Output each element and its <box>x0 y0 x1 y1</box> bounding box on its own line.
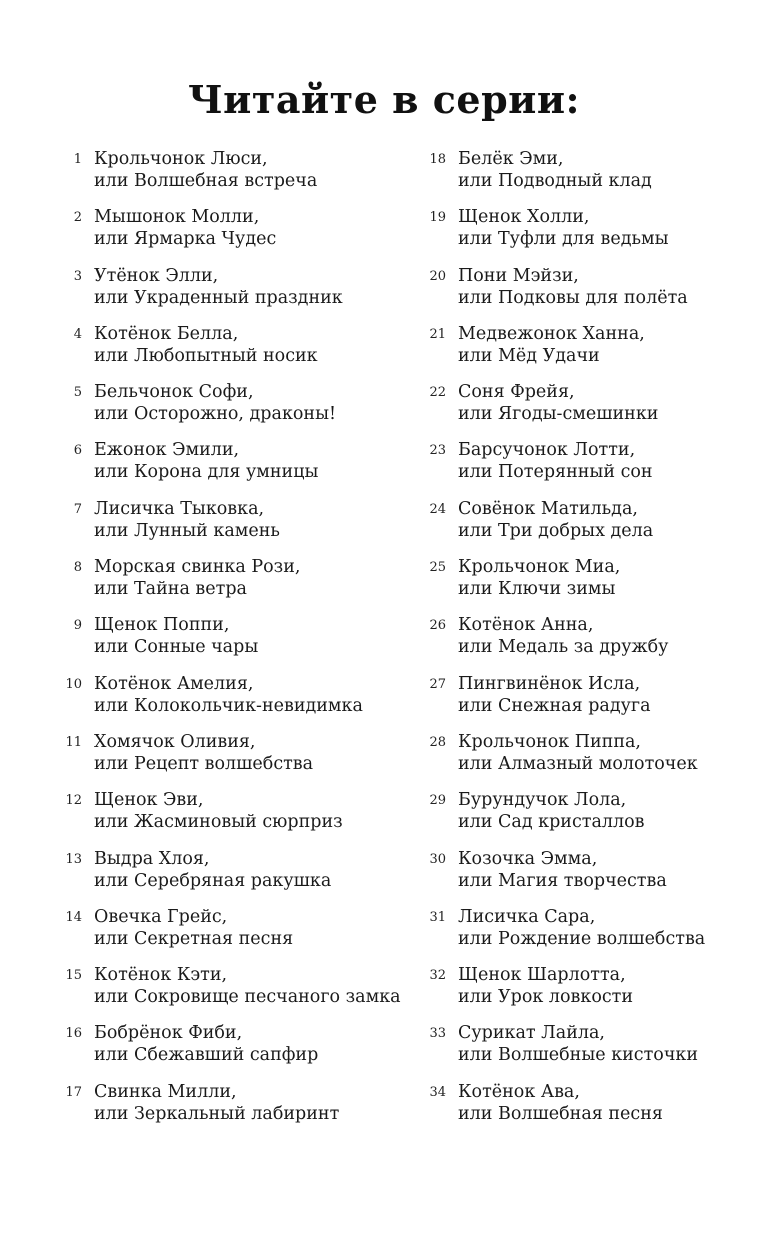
book-subtitle: или Сонные чары <box>94 637 259 658</box>
book-subtitle: или Сад кристаллов <box>458 812 645 833</box>
book-subtitle: или Жасминовый сюрприз <box>94 812 343 833</box>
book-entry <box>56 323 386 381</box>
book-subtitle: или Три добрых дела <box>458 520 654 541</box>
book-title <box>458 381 658 425</box>
book-title <box>94 556 300 600</box>
book-subtitle: или Сбежавший сапфир <box>94 1045 319 1066</box>
book-title <box>458 265 688 309</box>
book-subtitle: или Сокровище песчаного замка <box>94 987 401 1008</box>
book-entry <box>56 848 386 906</box>
book-number: 7 <box>73 501 82 517</box>
book-number: 20 <box>429 268 446 284</box>
book-name: Медвежонок Ханна, <box>458 323 645 344</box>
book-subtitle: или Лунный камень <box>94 520 280 541</box>
book-title <box>94 789 343 833</box>
book-subtitle: или Серебряная ракушка <box>94 870 332 891</box>
book-name: Крольчонок Миа, <box>458 557 621 578</box>
book-subtitle: или Магия творчества <box>458 870 667 891</box>
book-subtitle: или Осторожно, драконы! <box>94 404 337 425</box>
book-number: 25 <box>429 560 446 576</box>
book-entry <box>56 906 386 964</box>
book-entry <box>56 1022 386 1080</box>
book-list-left-column <box>56 148 401 1139</box>
book-title <box>94 148 317 192</box>
book-number: 30 <box>429 851 446 867</box>
book-subtitle: или Зеркальный лабиринт <box>94 1103 340 1124</box>
book-name: Свинка Милли, <box>94 1081 237 1102</box>
book-subtitle: или Любопытный носик <box>94 345 318 366</box>
book-name: Крольчонок Пиппа, <box>458 731 641 752</box>
book-title <box>94 1081 339 1125</box>
book-subtitle: или Алмазный молоточек <box>458 753 698 774</box>
book-number: 8 <box>73 560 82 576</box>
book-title <box>94 439 318 483</box>
book-name: Котёнок Кэти, <box>94 965 228 986</box>
book-subtitle: или Снежная радуга <box>458 695 651 716</box>
book-number: 2 <box>73 210 82 226</box>
book-number: 27 <box>429 676 446 692</box>
book-subtitle: или Волшебные кисточки <box>458 1045 698 1066</box>
book-entry <box>56 1081 386 1139</box>
book-number: 23 <box>429 443 446 459</box>
book-name: Котёнок Анна, <box>458 615 594 636</box>
book-entry <box>420 439 750 497</box>
book-entry <box>56 673 386 731</box>
book-name: Котёнок Амелия, <box>94 673 254 694</box>
book-name: Козочка Эмма, <box>458 848 598 869</box>
book-entry <box>56 381 386 439</box>
book-number: 19 <box>429 210 446 226</box>
book-entry <box>56 148 386 206</box>
book-name: Хомячок Оливия, <box>94 731 256 752</box>
book-name: Морская свинка Рози, <box>94 557 301 578</box>
book-subtitle: или Подводный клад <box>458 171 652 191</box>
book-subtitle: или Рецепт волшебства <box>94 753 314 774</box>
book-subtitle: или Украденный праздник <box>94 287 343 308</box>
book-subtitle: или Подковы для полёта <box>458 287 688 308</box>
book-name: Крольчонок Люси, <box>94 149 268 169</box>
book-subtitle: или Тайна ветра <box>94 579 247 600</box>
book-title <box>94 614 258 658</box>
book-name: Белёк Эми, <box>458 149 564 169</box>
book-entry <box>420 1022 750 1080</box>
book-entry <box>420 673 750 731</box>
book-name: Бобрёнок Фиби, <box>94 1023 243 1044</box>
book-title <box>94 323 318 367</box>
book-entry <box>420 731 750 789</box>
book-title <box>458 323 645 367</box>
book-number: 31 <box>429 909 446 925</box>
book-number: 32 <box>429 968 446 984</box>
book-name: Щенок Холли, <box>458 207 590 228</box>
book-number: 1 <box>73 152 82 167</box>
book-title <box>94 381 336 425</box>
book-number: 10 <box>65 676 82 692</box>
book-number: 24 <box>429 501 446 517</box>
book-number: 3 <box>73 268 82 284</box>
book-subtitle: или Ярмарка Чудес <box>94 229 277 250</box>
book-title <box>458 1022 698 1066</box>
book-title <box>94 265 343 309</box>
book-title <box>94 673 363 717</box>
book-name: Пингвинёнок Исла, <box>458 673 641 694</box>
book-entry <box>56 614 386 672</box>
book-name: Барсучонок Лотти, <box>458 440 636 461</box>
book-title <box>458 789 645 833</box>
book-name: Мышонок Молли, <box>94 207 260 228</box>
book-name: Лисичка Тыковка, <box>94 498 265 519</box>
book-subtitle: или Туфли для ведьмы <box>458 229 669 250</box>
book-name: Лисичка Сара, <box>458 906 596 927</box>
book-name: Соня Фрейя, <box>458 382 575 403</box>
book-name: Выдра Хлоя, <box>94 848 210 869</box>
book-title <box>94 498 280 542</box>
book-entry <box>420 1081 750 1139</box>
book-subtitle: или Колокольчик-невидимка <box>94 695 363 716</box>
book-number: 26 <box>429 618 446 634</box>
book-entry <box>420 206 750 264</box>
book-number: 22 <box>429 385 446 401</box>
book-name: Утёнок Элли, <box>94 265 219 286</box>
book-number: 29 <box>429 793 446 809</box>
book-number: 4 <box>73 326 82 342</box>
book-title <box>458 439 653 483</box>
book-name: Овечка Грейс, <box>94 906 228 927</box>
book-name: Щенок Поппи, <box>94 615 230 636</box>
book-subtitle: или Потерянный сон <box>458 462 653 483</box>
book-title <box>458 556 620 600</box>
book-name: Сурикат Лайла, <box>458 1023 605 1044</box>
book-entry <box>420 381 750 439</box>
book-number: 21 <box>429 326 446 342</box>
book-entry <box>56 964 401 1022</box>
book-entry <box>420 265 750 323</box>
book-name: Пони Мэйзи, <box>458 265 579 286</box>
book-title <box>458 848 667 892</box>
book-number: 6 <box>73 443 82 459</box>
book-name: Ежонок Эмили, <box>94 440 240 461</box>
book-subtitle: или Рождение волшебства <box>458 928 706 949</box>
book-subtitle: или Медаль за дружбу <box>458 637 669 658</box>
book-title <box>458 148 652 192</box>
book-entry <box>420 323 750 381</box>
book-subtitle: или Волшебная встреча <box>94 171 318 191</box>
book-entry <box>56 556 386 614</box>
book-entry <box>56 731 386 789</box>
book-subtitle: или Секретная песня <box>94 928 294 949</box>
book-number: 28 <box>429 734 446 750</box>
book-entry <box>56 206 386 264</box>
book-name: Щенок Шарлотта, <box>458 965 626 986</box>
book-title <box>458 206 669 250</box>
book-entry <box>420 556 750 614</box>
book-entry <box>56 498 386 556</box>
book-title <box>458 1081 663 1125</box>
book-number: 17 <box>65 1084 82 1100</box>
book-subtitle: или Мёд Удачи <box>458 345 600 366</box>
book-title <box>458 673 651 717</box>
book-name: Котёнок Белла, <box>94 323 239 344</box>
book-title <box>94 731 313 775</box>
book-entry <box>420 614 750 672</box>
book-title <box>94 1022 318 1066</box>
book-number: 34 <box>429 1084 446 1100</box>
book-number: 11 <box>65 734 82 750</box>
book-title <box>458 498 653 542</box>
book-number: 12 <box>65 793 82 809</box>
book-entry <box>420 906 750 964</box>
book-title <box>94 964 401 1008</box>
book-number: 13 <box>65 851 82 867</box>
book-name: Совёнок Матильда, <box>458 498 638 519</box>
book-name: Бурундучок Лола, <box>458 790 627 811</box>
book-entry <box>420 148 750 206</box>
book-title <box>94 906 293 950</box>
book-name: Бельчонок Софи, <box>94 382 254 403</box>
book-entry <box>420 964 750 1022</box>
book-entry <box>56 789 386 847</box>
book-subtitle: или Ягоды-смешинки <box>458 404 659 425</box>
book-entry <box>420 848 750 906</box>
book-subtitle: или Ключи зимы <box>458 579 616 600</box>
book-title <box>458 731 698 775</box>
book-name: Щенок Эви, <box>94 790 204 811</box>
book-entry <box>420 789 750 847</box>
book-number: 33 <box>429 1026 446 1042</box>
book-number: 15 <box>65 968 82 984</box>
book-title <box>458 964 633 1008</box>
book-subtitle: или Урок ловкости <box>458 987 634 1008</box>
book-title <box>458 906 705 950</box>
book-entry <box>56 439 386 497</box>
book-number: 9 <box>73 618 82 634</box>
book-number: 14 <box>65 909 82 925</box>
book-title <box>94 206 276 250</box>
book-title <box>458 614 668 658</box>
book-subtitle: или Волшебная песня <box>458 1103 663 1124</box>
page-title: Читайте в серии: <box>187 77 581 122</box>
book-number: 16 <box>65 1026 82 1042</box>
book-entry <box>420 498 750 556</box>
book-entry <box>56 265 386 323</box>
book-number: 18 <box>429 152 446 167</box>
book-subtitle: или Корона для умницы <box>94 462 319 483</box>
book-name: Котёнок Ава, <box>458 1081 580 1102</box>
book-title <box>94 848 331 892</box>
book-list-right-column <box>420 148 750 1139</box>
book-number: 5 <box>73 385 82 401</box>
